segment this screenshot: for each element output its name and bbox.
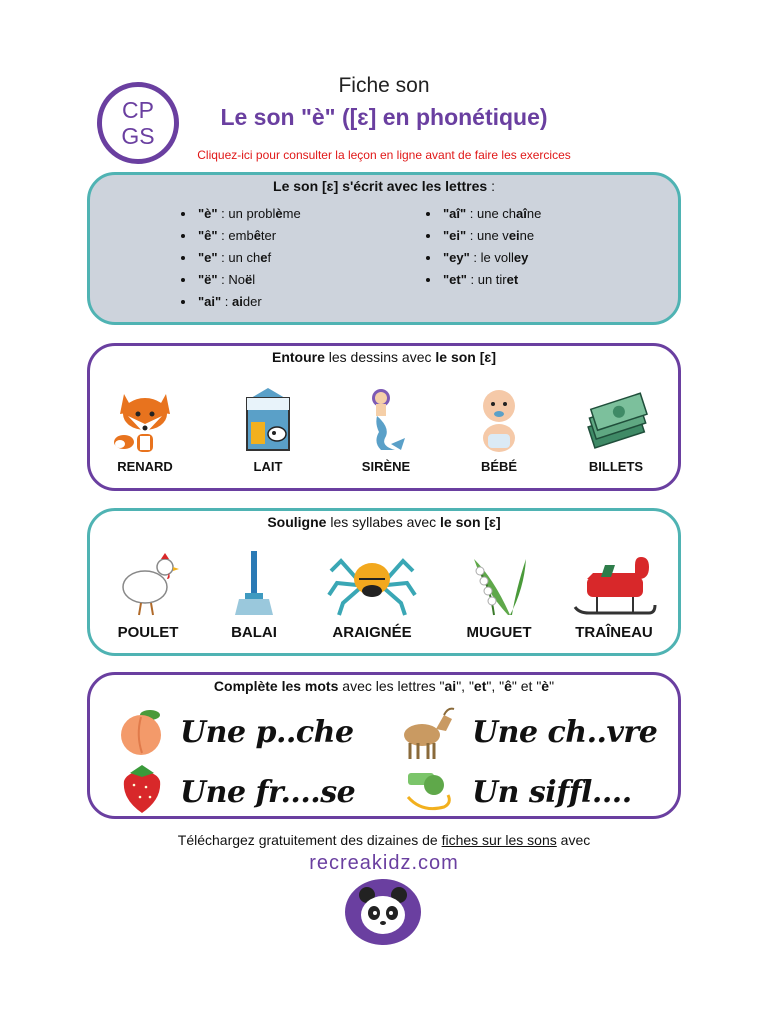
word-to-complete[interactable]: Un siffl.... <box>472 775 632 810</box>
fox-icon <box>110 384 180 454</box>
panda-icon <box>345 879 421 945</box>
complete-heading: Complète les mots avec les lettres "ai", "et", "ê" et "è" <box>213 678 555 694</box>
picture-item[interactable] <box>90 384 200 474</box>
rules-box <box>87 172 681 325</box>
whistle-icon <box>402 767 456 815</box>
circle-exercise-box <box>87 343 681 491</box>
picture-item[interactable] <box>331 384 441 474</box>
rule-item: • "ë" : Noël <box>196 269 301 291</box>
sleigh-icon <box>569 549 659 619</box>
badge-gs: GS <box>121 123 155 149</box>
word-to-complete[interactable]: Une fr....se <box>180 775 356 810</box>
rule-item: • "ei" : une veine <box>441 225 541 247</box>
picture-item[interactable] <box>317 549 427 641</box>
picture-item[interactable] <box>199 549 309 641</box>
baby-icon <box>464 384 534 454</box>
picture-item[interactable] <box>93 549 203 641</box>
sons-link[interactable]: fiches sur les sons <box>441 832 557 848</box>
sheet-type: Fiche son <box>338 74 430 97</box>
rules-heading: Le son [ɛ] s'écrit avec les lettres : <box>273 178 495 194</box>
panda-logo <box>345 879 421 945</box>
picture-item[interactable] <box>559 549 669 641</box>
underline-heading: Souligne les syllabes avec le son [ɛ] <box>267 514 501 530</box>
badge-cp: CP <box>122 97 154 123</box>
word-to-complete[interactable]: Une ch..vre <box>472 715 658 750</box>
rule-item: • "et" : un tiret <box>441 269 541 291</box>
peach-icon <box>116 707 166 757</box>
picture-label: RENARD <box>117 459 173 474</box>
mermaid-icon <box>351 384 421 454</box>
rule-item: • "ai" : aider <box>196 291 301 313</box>
rule-item: • "ê" : embêter <box>196 225 301 247</box>
spider-icon <box>327 549 417 619</box>
rules-list-right <box>423 203 541 291</box>
rules-list-left <box>178 203 301 313</box>
picture-label: MUGUET <box>466 624 532 641</box>
site-link[interactable]: recreakidz.com <box>309 852 459 874</box>
picture-label: ARAIGNÉE <box>332 624 412 641</box>
milk-carton-icon <box>233 384 303 454</box>
picture-item[interactable] <box>444 549 554 641</box>
lesson-link[interactable]: Cliquez-ici pour consulter la leçon en ligne avant de faire les exercices <box>197 148 571 162</box>
picture-label: BALAI <box>231 624 277 641</box>
picture-label: LAIT <box>253 459 283 474</box>
picture-label: TRAÎNEAU <box>575 624 653 641</box>
broom-icon <box>219 549 289 619</box>
word-to-complete[interactable]: Une p..che <box>180 715 354 750</box>
complete-exercise-box <box>87 672 681 819</box>
hen-icon <box>113 549 183 619</box>
picture-label: SIRÈNE <box>361 459 411 474</box>
rule-item: • "è" : un problème <box>196 203 301 225</box>
circle-heading: Entoure les dessins avec le son [ɛ] <box>271 349 497 365</box>
rule-item: • "ey" : le volley <box>441 247 541 269</box>
goat-icon <box>396 705 456 761</box>
lily-of-the-valley-icon <box>464 549 534 619</box>
picture-item[interactable] <box>444 384 554 474</box>
banknotes-icon <box>581 384 651 454</box>
picture-label: POULET <box>117 624 179 641</box>
picture-label: BÉBÉ <box>480 459 518 474</box>
rule-item: • "e" : un chef <box>196 247 301 269</box>
picture-label: BILLETS <box>588 459 644 474</box>
page-title: Le son "è" ([ɛ] en phonétique) <box>220 104 548 130</box>
rule-item: • "aî" : une chaîne <box>441 203 541 225</box>
picture-item[interactable] <box>561 384 671 474</box>
strawberry-icon <box>118 763 166 815</box>
picture-item[interactable] <box>213 384 323 474</box>
underline-exercise-box <box>87 508 681 656</box>
footer-text: Téléchargez gratuitement des dizaines de fiches sur les sons avec <box>177 832 591 848</box>
